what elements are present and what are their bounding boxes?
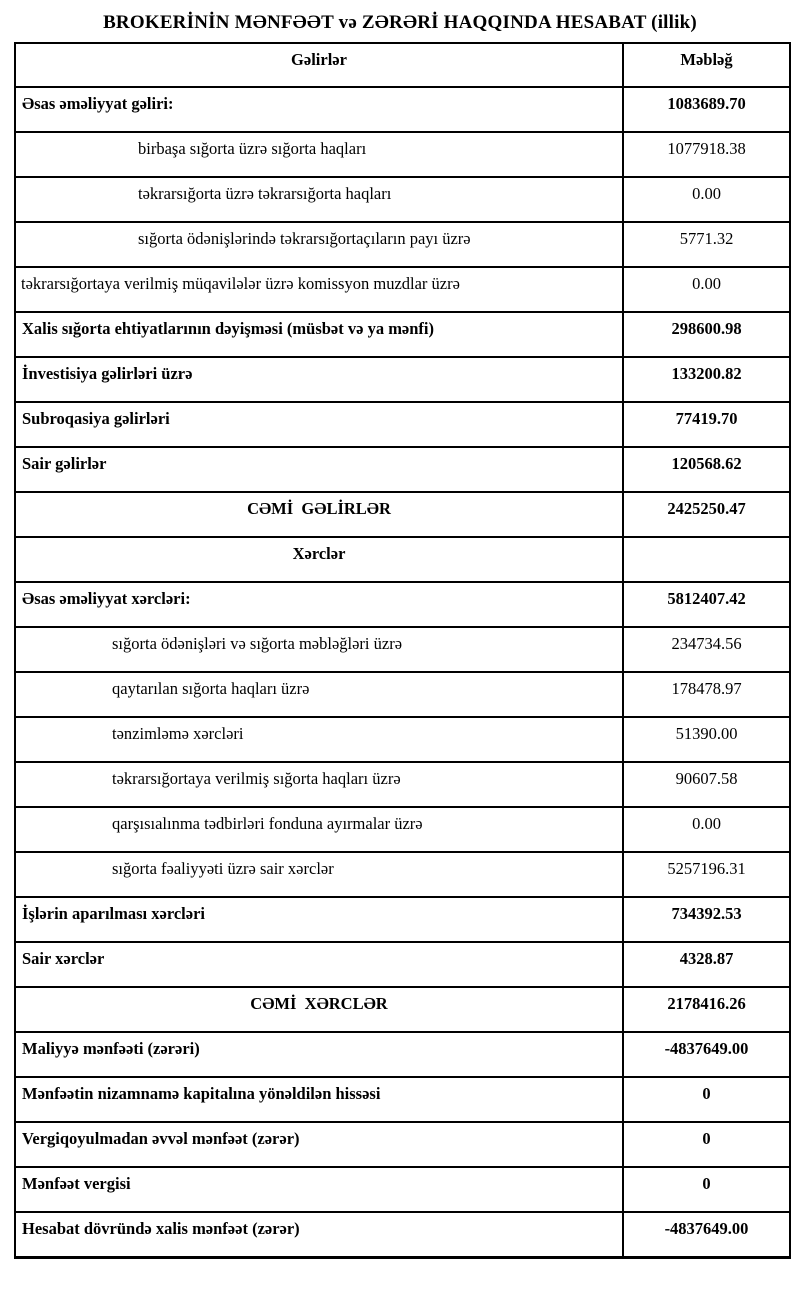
row-label: qarşısıalınma tədbirləri fonduna ayırmalar üzrə	[15, 807, 623, 852]
table-header	[15, 43, 790, 87]
row-label: CƏMİ GƏLİRLƏR	[15, 492, 623, 537]
row-label: sığorta ödənişləri və sığorta məbləğləri üzrə	[15, 627, 623, 672]
row-value: -4837649.00	[623, 1212, 790, 1257]
row-value: 5771.32	[623, 222, 790, 267]
row-value: 133200.82	[623, 357, 790, 402]
row-label: Hesabat dövründə xalis mənfəət (zərər)	[15, 1212, 623, 1257]
table-row	[15, 582, 790, 627]
row-label: Sair xərclər	[15, 942, 623, 987]
row-value: 5257196.31	[623, 852, 790, 897]
row-label: Maliyyə mənfəəti (zərəri)	[15, 1032, 623, 1077]
table-row	[15, 897, 790, 942]
table-row	[15, 447, 790, 492]
row-value: 0.00	[623, 267, 790, 312]
row-label: Xalis sığorta ehtiyatlarının dəyişməsi (müsbət və ya mənfi)	[15, 312, 623, 357]
row-value: 0	[623, 1077, 790, 1122]
row-value: 178478.97	[623, 672, 790, 717]
row-label: sığorta ödənişlərində təkrarsığortaçıların payı üzrə	[15, 222, 623, 267]
table-row	[15, 267, 790, 312]
row-value: 234734.56	[623, 627, 790, 672]
row-value: 1077918.38	[623, 132, 790, 177]
table-row	[15, 942, 790, 987]
row-value: 120568.62	[623, 447, 790, 492]
table-row	[15, 222, 790, 267]
row-value: 0.00	[623, 807, 790, 852]
row-label: Əsas əməliyyat gəliri:	[15, 87, 623, 132]
row-value: 5812407.42	[623, 582, 790, 627]
table-body	[15, 87, 790, 1257]
row-label: İnvestisiya gəlirləri üzrə	[15, 357, 623, 402]
table-row	[15, 177, 790, 222]
row-value: 0	[623, 1167, 790, 1212]
row-label: Mənfəət vergisi	[15, 1167, 623, 1212]
table-row	[15, 402, 790, 447]
row-label: qaytarılan sığorta haqları üzrə	[15, 672, 623, 717]
report-title: BROKERİNİN MƏNFƏƏT və ZƏRƏRİ HAQQINDA HESABAT (illik)	[103, 12, 697, 33]
table-row	[15, 627, 790, 672]
row-value: 4328.87	[623, 942, 790, 987]
table-row	[15, 717, 790, 762]
report-table	[14, 42, 791, 1259]
row-value: 2425250.47	[623, 492, 790, 537]
row-value	[623, 537, 790, 582]
table-row	[15, 852, 790, 897]
table-row	[15, 1212, 790, 1257]
table-row	[15, 987, 790, 1032]
row-value: 77419.70	[623, 402, 790, 447]
row-label: təkrarsığorta üzrə təkrarsığorta haqları	[15, 177, 623, 222]
row-label: Subroqasiya gəlirləri	[15, 402, 623, 447]
row-label: Xərclər	[15, 537, 623, 582]
column-header-income: Gəlirlər	[15, 43, 623, 87]
table-row	[15, 312, 790, 357]
table-row	[15, 762, 790, 807]
row-value: 0	[623, 1122, 790, 1167]
row-value: 2178416.26	[623, 987, 790, 1032]
row-value: 90607.58	[623, 762, 790, 807]
row-value: 51390.00	[623, 717, 790, 762]
row-value: 298600.98	[623, 312, 790, 357]
row-label: Əsas əməliyyat xərcləri:	[15, 582, 623, 627]
row-label: CƏMİ XƏRCLƏR	[15, 987, 623, 1032]
table-row	[15, 1167, 790, 1212]
row-label: tənzimləmə xərcləri	[15, 717, 623, 762]
row-label: Vergiqoyulmadan əvvəl mənfəət (zərər)	[15, 1122, 623, 1167]
header-row	[15, 43, 790, 87]
table-row	[15, 1122, 790, 1167]
table-row	[15, 132, 790, 177]
table-row	[15, 537, 790, 582]
row-value: 734392.53	[623, 897, 790, 942]
row-label: birbaşa sığorta üzrə sığorta haqları	[15, 132, 623, 177]
table-row	[15, 1032, 790, 1077]
row-value: 0.00	[623, 177, 790, 222]
table-row	[15, 87, 790, 132]
column-header-amount: Məbləğ	[623, 43, 790, 87]
row-label: Sair gəlirlər	[15, 447, 623, 492]
table-row	[15, 357, 790, 402]
row-label: təkrarsığortaya verilmiş müqavilələr üzrə komissyon muzdlar üzrə	[15, 267, 623, 312]
row-label: sığorta fəaliyyəti üzrə sair xərclər	[15, 852, 623, 897]
table-row	[15, 492, 790, 537]
row-value: 1083689.70	[623, 87, 790, 132]
table-row	[15, 1077, 790, 1122]
table-row	[15, 807, 790, 852]
row-value: -4837649.00	[623, 1032, 790, 1077]
row-label: Mənfəətin nizamnamə kapitalına yönəldilən hissəsi	[15, 1077, 623, 1122]
row-label: təkrarsığortaya verilmiş sığorta haqları üzrə	[15, 762, 623, 807]
row-label: İşlərin aparılması xərcləri	[15, 897, 623, 942]
table-row	[15, 672, 790, 717]
